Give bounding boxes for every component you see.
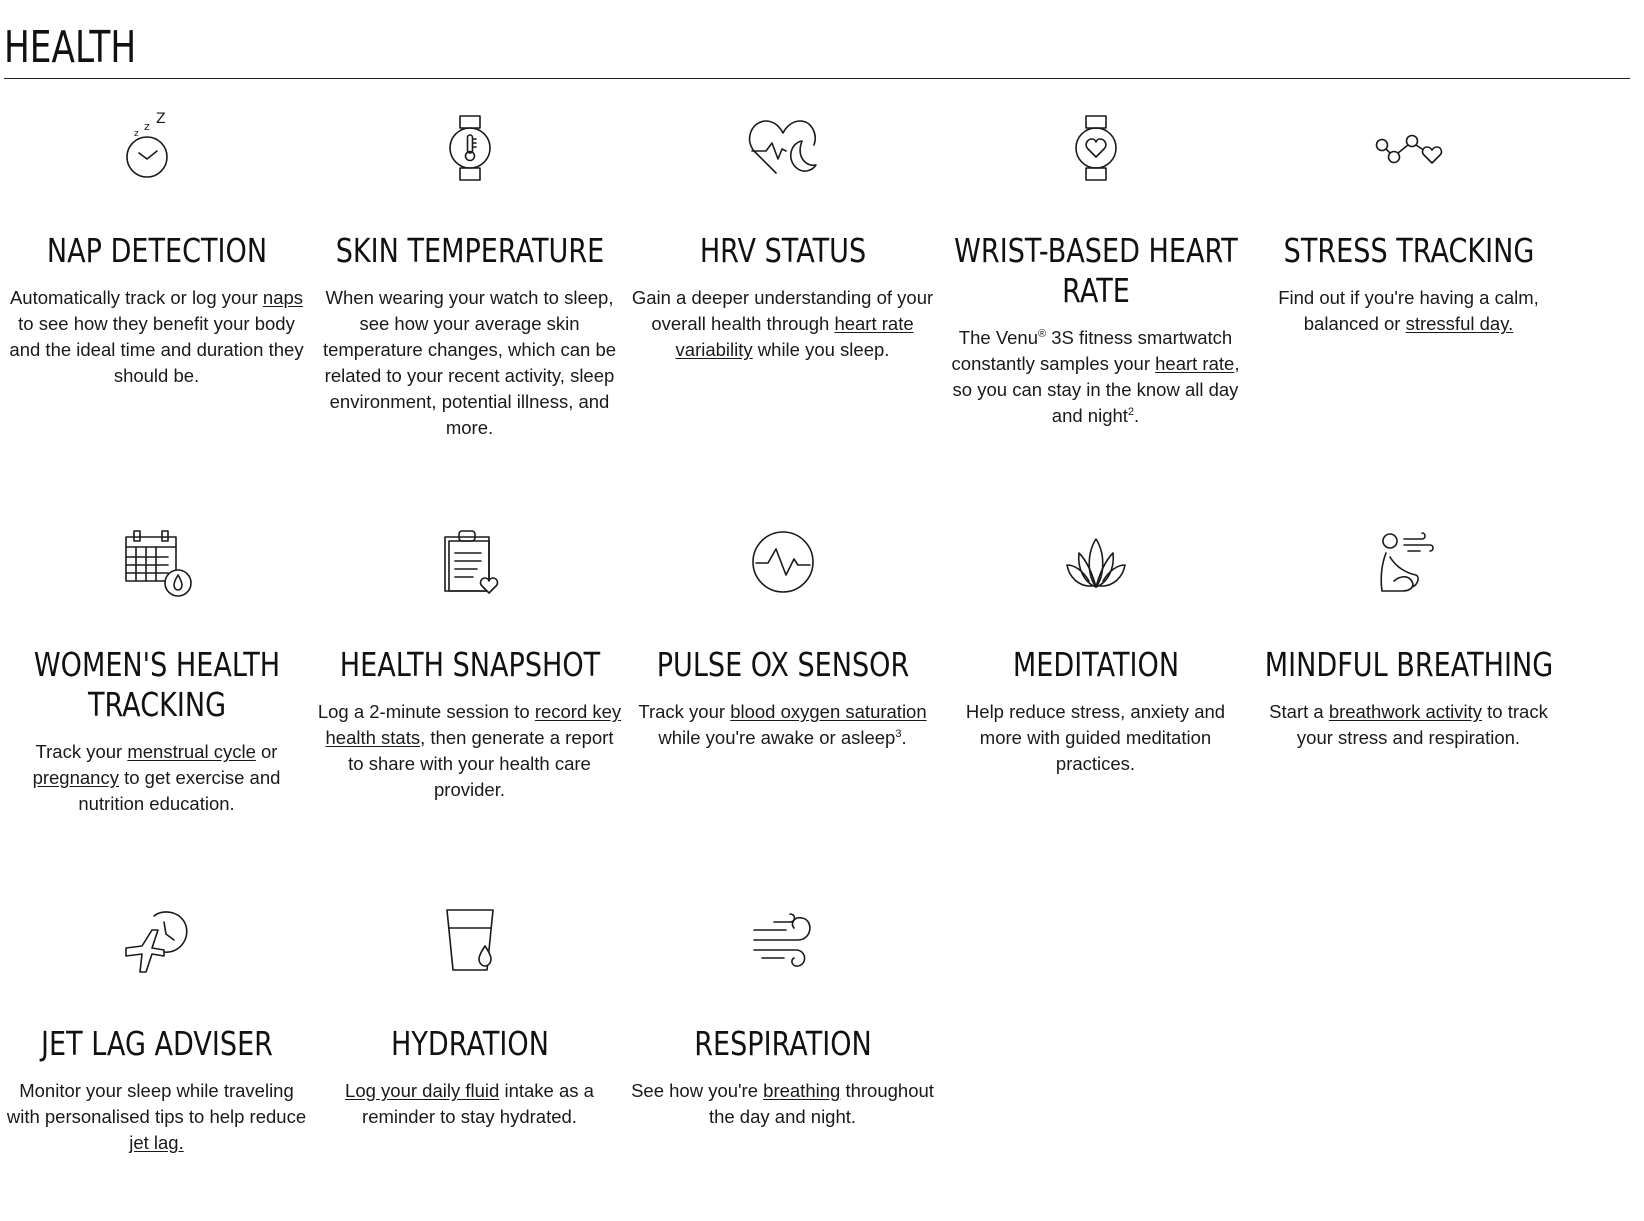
calendar-drop-icon — [4, 524, 309, 599]
feature-title: STRESS TRACKING — [1283, 231, 1535, 270]
feature-description — [943, 699, 1248, 777]
feature-title: HEALTH SNAPSHOT — [339, 645, 601, 684]
footnote-marker: ® — [1038, 327, 1047, 340]
feature-card — [4, 903, 309, 1156]
feature-description — [4, 285, 309, 389]
description-text: while you're awake or asleep — [658, 727, 896, 748]
feature-card — [317, 110, 622, 441]
feature-link[interactable]: naps — [262, 287, 304, 308]
svg-text:z: z — [143, 119, 150, 133]
feature-description — [317, 699, 622, 803]
feature-card — [4, 110, 309, 389]
description-text: to see how they benefit your body and the ideal time and duration they should be. — [9, 313, 304, 386]
feature-card — [4, 524, 309, 817]
description-text: while you sleep. — [752, 339, 890, 360]
feature-description — [4, 1078, 309, 1156]
feature-link[interactable]: blood oxygen saturation — [730, 701, 927, 722]
feature-title: PULSE OX SENSOR — [656, 645, 910, 684]
stress-heart-icon — [1256, 110, 1561, 185]
svg-text:z: z — [133, 128, 139, 139]
description-text: 3S fitness smartwatch constantly samples your — [951, 327, 1233, 374]
lotus-icon — [943, 524, 1248, 599]
watch-thermometer-icon — [317, 110, 622, 185]
feature-card — [630, 110, 935, 363]
svg-text:Z: Z — [155, 110, 166, 127]
description-text: See how you're — [631, 1080, 764, 1101]
feature-title: RESPIRATION — [694, 1024, 872, 1063]
feature-title: MEDITATION — [1012, 645, 1180, 684]
nap-clock-icon — [4, 110, 309, 185]
feature-link[interactable]: breathing — [763, 1080, 841, 1101]
description-text: Automatically track or log your — [9, 287, 263, 308]
feature-link[interactable]: heart rate — [1155, 353, 1235, 374]
description-text: . — [901, 727, 907, 748]
feature-description — [317, 285, 622, 441]
description-text: Help reduce stress, anxiety and more with guided meditation practices. — [965, 701, 1226, 774]
description-text: . — [1134, 405, 1140, 426]
feature-card — [943, 110, 1248, 429]
footnote-marker: 2 — [1127, 405, 1135, 418]
feature-description — [1256, 699, 1561, 751]
feature-title: HYDRATION — [391, 1024, 549, 1063]
section-title: HEALTH — [4, 22, 137, 73]
pulse-ox-icon — [630, 524, 935, 599]
feature-description — [630, 699, 935, 751]
feature-card — [1256, 524, 1561, 751]
plane-clock-icon — [4, 903, 309, 978]
watch-heart-icon — [943, 110, 1248, 185]
description-text: When wearing your watch to sleep, see how your average skin temperature changes, which can be related to your recent activity, sleep environment, potential illness, and more. — [322, 287, 617, 438]
feature-card — [943, 524, 1248, 777]
breathing-person-icon — [1256, 524, 1561, 599]
title-divider — [4, 78, 1630, 79]
description-text: to get exercise and nutrition education. — [78, 767, 281, 814]
feature-title: WOMEN'S HEALTH TRACKING — [33, 645, 281, 724]
description-text: to track your stress and respiration. — [1296, 701, 1548, 748]
description-text: throughout the day and night. — [708, 1080, 934, 1127]
feature-title: SKIN TEMPERATURE — [335, 231, 605, 270]
description-text: Track your — [35, 741, 128, 762]
description-text: or — [255, 741, 278, 762]
description-text: Monitor your sleep while traveling with personalised tips to help reduce — [6, 1080, 307, 1127]
feature-description — [630, 1078, 935, 1130]
feature-description — [630, 285, 935, 363]
description-text: Start a — [1269, 701, 1329, 722]
feature-card — [317, 903, 622, 1130]
feature-description — [943, 325, 1248, 429]
feature-link[interactable]: jet lag. — [129, 1132, 184, 1153]
feature-card — [630, 524, 935, 751]
feature-title: HRV STATUS — [699, 231, 867, 270]
feature-link[interactable]: breathwork activity — [1328, 701, 1483, 722]
footnote-marker: 3 — [895, 727, 902, 740]
feature-description — [317, 1078, 622, 1130]
feature-card — [1256, 110, 1561, 337]
feature-title: WRIST-BASED HEART RATE — [954, 231, 1238, 310]
feature-link[interactable]: heart rate variability — [675, 313, 914, 360]
feature-title: NAP DETECTION — [46, 231, 268, 270]
clipboard-heart-icon — [317, 524, 622, 599]
description-text: intake as a reminder to stay hydrated. — [362, 1080, 594, 1127]
feature-title: MINDFUL BREATHING — [1264, 645, 1554, 684]
description-text: , so you can stay in the know all day and night — [952, 353, 1240, 426]
feature-link[interactable]: pregnancy — [32, 767, 119, 788]
heart-moon-icon — [630, 110, 935, 185]
feature-card — [317, 524, 622, 803]
description-text: Gain a deeper understanding of your overall health through — [631, 287, 934, 334]
feature-link[interactable]: Log your daily fluid — [345, 1080, 500, 1101]
description-text: Find out if you're having a calm, balanced or — [1278, 287, 1539, 334]
feature-title: JET LAG ADVISER — [41, 1024, 273, 1063]
description-text: Log a 2-minute session to — [317, 701, 535, 722]
description-text: Track your — [638, 701, 731, 722]
feature-link[interactable]: menstrual cycle — [127, 741, 256, 762]
description-text: , then generate a report to share with your health care provider. — [348, 727, 614, 800]
feature-description — [4, 739, 309, 817]
feature-link[interactable]: stressful day. — [1405, 313, 1514, 334]
glass-drop-icon — [317, 903, 622, 978]
feature-card — [630, 903, 935, 1130]
wind-icon — [630, 903, 935, 978]
feature-link[interactable]: record key health stats — [325, 701, 622, 748]
description-text: The Venu — [958, 327, 1038, 348]
feature-description — [1256, 285, 1561, 337]
